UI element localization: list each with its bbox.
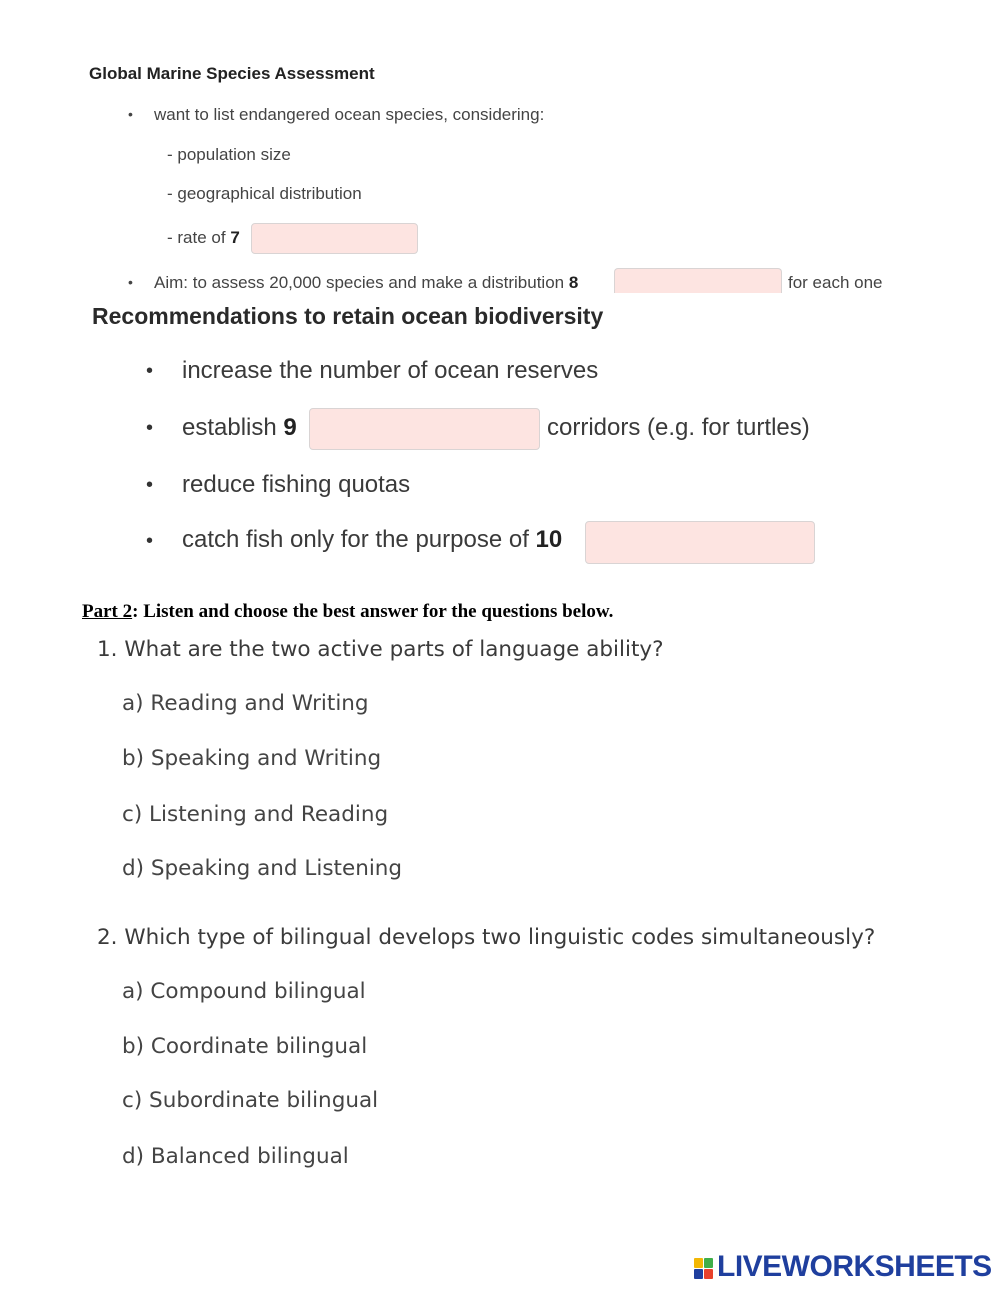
question-2-option-a[interactable]: a) Compound bilingual (122, 979, 366, 1004)
criterion-distribution: - geographical distribution (167, 184, 362, 203)
question-number-10: 10 (535, 526, 563, 553)
criterion-rate (167, 228, 240, 248)
recommendation-1: increase the number of ocean reserves (182, 357, 599, 384)
logo-square (694, 1269, 703, 1279)
question-2-option-c[interactable]: c) Subordinate bilingual (122, 1088, 379, 1113)
answer-input-7[interactable] (251, 223, 418, 254)
criterion-rate-label: - rate of (167, 228, 226, 247)
liveworksheets-logo: LIVEWORKSHEETS (717, 1250, 992, 1283)
question-1: 1. What are the two active parts of language ability? (97, 637, 664, 662)
liveworksheets-logo-icon (694, 1258, 714, 1280)
part2-instruction: : Listen and choose the best answer for the questions below. (132, 601, 614, 622)
question-number-9: 9 (283, 414, 297, 441)
criterion-population: - population size (167, 145, 291, 164)
question-2: 2. Which type of bilingual develops two linguistic codes simultaneously? (97, 925, 876, 950)
part2-label: Part 2 (82, 601, 133, 622)
question-number-8: 8 (568, 273, 579, 292)
recommendation-2-label: establish (182, 414, 277, 441)
question-1-option-b[interactable]: b) Speaking and Writing (122, 746, 382, 771)
aim-text: Aim: to assess 20,000 species and make a distribution (154, 273, 565, 292)
question-number-7: 7 (230, 228, 240, 247)
aim-suffix: for each one (788, 273, 883, 292)
question-1-option-a[interactable]: a) Reading and Writing (122, 691, 369, 716)
question-2-option-d[interactable]: d) Balanced bilingual (122, 1144, 349, 1169)
assessment-bullet-2 (154, 273, 578, 293)
recommendation-3: reduce fishing quotas (182, 471, 411, 498)
bullet-dot: • (146, 530, 154, 552)
answer-input-8[interactable] (614, 268, 782, 293)
recommendation-4-label: catch fish only for the purpose of (182, 526, 529, 553)
logo-square (704, 1258, 713, 1268)
question-1-option-c[interactable]: c) Listening and Reading (122, 802, 389, 827)
bullet-dot: • (146, 417, 154, 439)
bullet-dot: • (128, 274, 133, 290)
answer-input-10[interactable] (585, 521, 815, 564)
assessment-bullet-1: want to list endangered ocean species, considering: (154, 105, 545, 124)
logo-square (694, 1258, 703, 1268)
recommendations-title: Recommendations to retain ocean biodiversity (92, 303, 604, 329)
recommendation-2-suffix: corridors (e.g. for turtles) (547, 414, 810, 441)
question-2-option-b[interactable]: b) Coordinate bilingual (122, 1034, 368, 1059)
bullet-dot: • (146, 474, 154, 496)
question-1-option-d[interactable]: d) Speaking and Listening (122, 856, 403, 881)
recommendation-4 (182, 526, 562, 554)
assessment-title: Global Marine Species Assessment (89, 64, 375, 83)
answer-input-9[interactable] (309, 408, 540, 450)
part2-heading (82, 601, 613, 623)
bullet-dot: • (146, 360, 154, 382)
bullet-dot: • (128, 106, 133, 122)
logo-square (704, 1269, 713, 1279)
recommendation-2-prefix (182, 414, 297, 442)
